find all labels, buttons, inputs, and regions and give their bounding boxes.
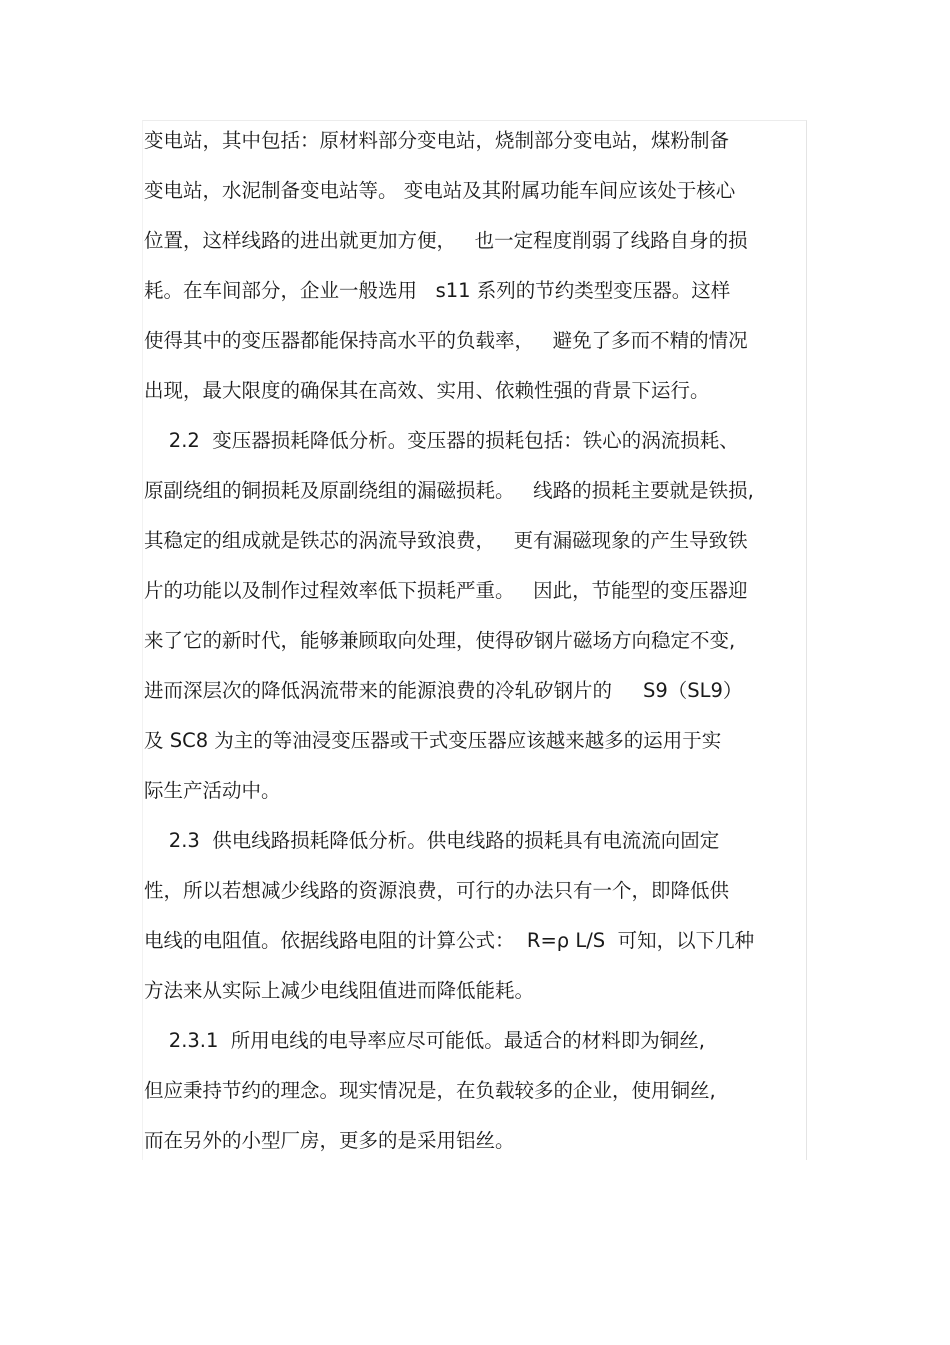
text-line: 2.2 变压器损耗降低分析。变压器的损耗包括：铁心的涡流损耗、 bbox=[144, 429, 739, 452]
text-line: 变电站，其中包括：原材料部分变电站，烧制部分变电站，煤粉制备 bbox=[144, 129, 730, 152]
text-line: 出现，最大限度的确保其在高效、实用、依赖性强的背景下运行。 bbox=[144, 379, 710, 402]
text-line: 来了它的新时代，能够兼顾取向处理，使得矽钢片磁场方向稳定不变, bbox=[144, 629, 736, 652]
text-line: 进而深层次的降低涡流带来的能源浪费的冷轧矽钢片的 S9（SL9） bbox=[144, 679, 743, 702]
text-line: 其稳定的组成就是铁芯的涡流导致浪费， 更有漏磁现象的产生导致铁 bbox=[144, 529, 748, 552]
text-line: 方法来从实际上减少电线阻值进而降低能耗。 bbox=[144, 979, 535, 1002]
text-line: 位置，这样线路的进出就更加方便， 也一定程度削弱了线路自身的损 bbox=[144, 229, 748, 252]
text-line: 耗。在车间部分，企业一般选用 s11 系列的节约类型变压器。这样 bbox=[144, 279, 731, 302]
text-line: 原副绕组的铜损耗及原副绕组的漏磁损耗。 线路的损耗主要就是铁损, bbox=[144, 479, 754, 502]
text-line: 性，所以若想减少线路的资源浪费，可行的办法只有一个，即降低供 bbox=[144, 879, 730, 902]
text-line: 但应秉持节约的理念。现实情况是，在负载较多的企业，使用铜丝, bbox=[144, 1079, 716, 1102]
text-line: 电线的电阻值。依据线路电阻的计算公式： R=ρ L/S 可知，以下几种 bbox=[144, 929, 755, 952]
text-line: 及 SC8 为主的等油浸变压器或干式变压器应该越来越多的运用于实 bbox=[144, 729, 722, 752]
text-line: 使得其中的变压器都能保持高水平的负载率， 避免了多而不精的情况 bbox=[144, 329, 748, 352]
text-line: 而在另外的小型厂房，更多的是采用铝丝。 bbox=[144, 1129, 515, 1152]
text-line: 片的功能以及制作过程效率低下损耗严重。 因此，节能型的变压器迎 bbox=[144, 579, 748, 602]
text-line: 际生产活动中。 bbox=[144, 779, 281, 802]
text-line: 2.3.1 所用电线的电导率应尽可能低。最适合的材料即为铜丝, bbox=[144, 1029, 706, 1052]
text-line: 变电站，水泥制备变电站等。 变电站及其附属功能车间应该处于核心 bbox=[144, 179, 736, 202]
text-line: 2.3 供电线路损耗降低分析。供电线路的损耗具有电流流向固定 bbox=[144, 829, 720, 852]
